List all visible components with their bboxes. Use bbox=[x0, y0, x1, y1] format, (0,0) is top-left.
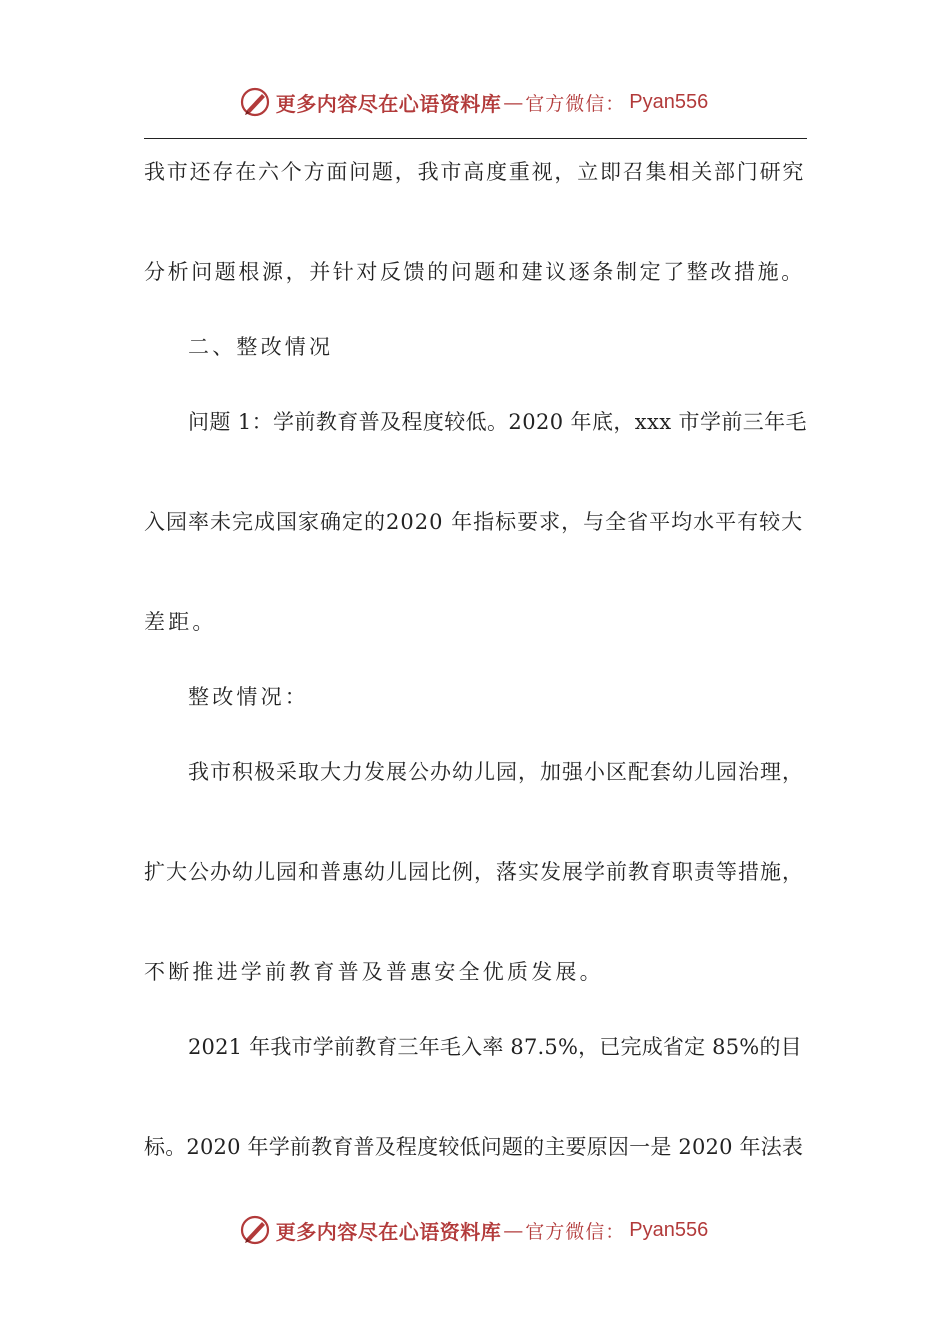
body-line-12: 标。2020 年学前教育普及程度较低问题的主要原因一是 2020 年法表 bbox=[144, 1135, 804, 1159]
pen-logo-icon bbox=[238, 1213, 272, 1247]
banner-brand-text: 更多内容尽在心语资料库 bbox=[275, 91, 502, 116]
body-line-8: 我市积极采取大力发展公办幼儿园，加强小区配套幼儿园治理， bbox=[188, 760, 804, 784]
body-line-1: 我市还存在六个方面问题，我市高度重视，立即召集相关部门研究 bbox=[144, 160, 806, 184]
footer-brand-text: 更多内容尽在心语资料库 bbox=[275, 1219, 502, 1244]
footer-banner bbox=[0, 1210, 950, 1250]
pen-logo-icon bbox=[238, 85, 272, 119]
body-line-4: 问题 1：学前教育普及程度较低。2020 年底，xxx 市学前三年毛 bbox=[188, 410, 807, 434]
body-line-5: 入园率未完成国家确定的2020 年指标要求，与全省平均水平有较大 bbox=[144, 510, 804, 534]
section-heading: 二、整改情况 bbox=[188, 335, 334, 359]
footer-wechat-id: Pyan556 bbox=[629, 1218, 709, 1241]
body-line-11: 2021 年我市学前教育三年毛入率 87.5%，已完成省定 85%的目 bbox=[188, 1035, 802, 1059]
footer-dash: — bbox=[503, 1218, 524, 1242]
banner-wechat-id: Pyan556 bbox=[629, 90, 709, 113]
body-line-10: 不断推进学前教育普及普惠安全优质发展。 bbox=[144, 960, 604, 984]
banner-wechat-label: 官方微信： bbox=[525, 92, 626, 115]
body-line-6: 差距。 bbox=[144, 610, 217, 634]
footer-wechat-label: 官方微信： bbox=[525, 1220, 626, 1243]
header-banner bbox=[0, 82, 950, 122]
header-divider bbox=[144, 138, 807, 139]
body-line-2: 分析问题根源，并针对反馈的问题和建议逐条制定了整改措施。 bbox=[144, 260, 805, 284]
subheading: 整改情况： bbox=[188, 685, 309, 709]
body-line-9: 扩大公办幼儿园和普惠幼儿园比例，落实发展学前教育职责等措施， bbox=[144, 860, 804, 884]
banner-dash: — bbox=[503, 90, 524, 114]
